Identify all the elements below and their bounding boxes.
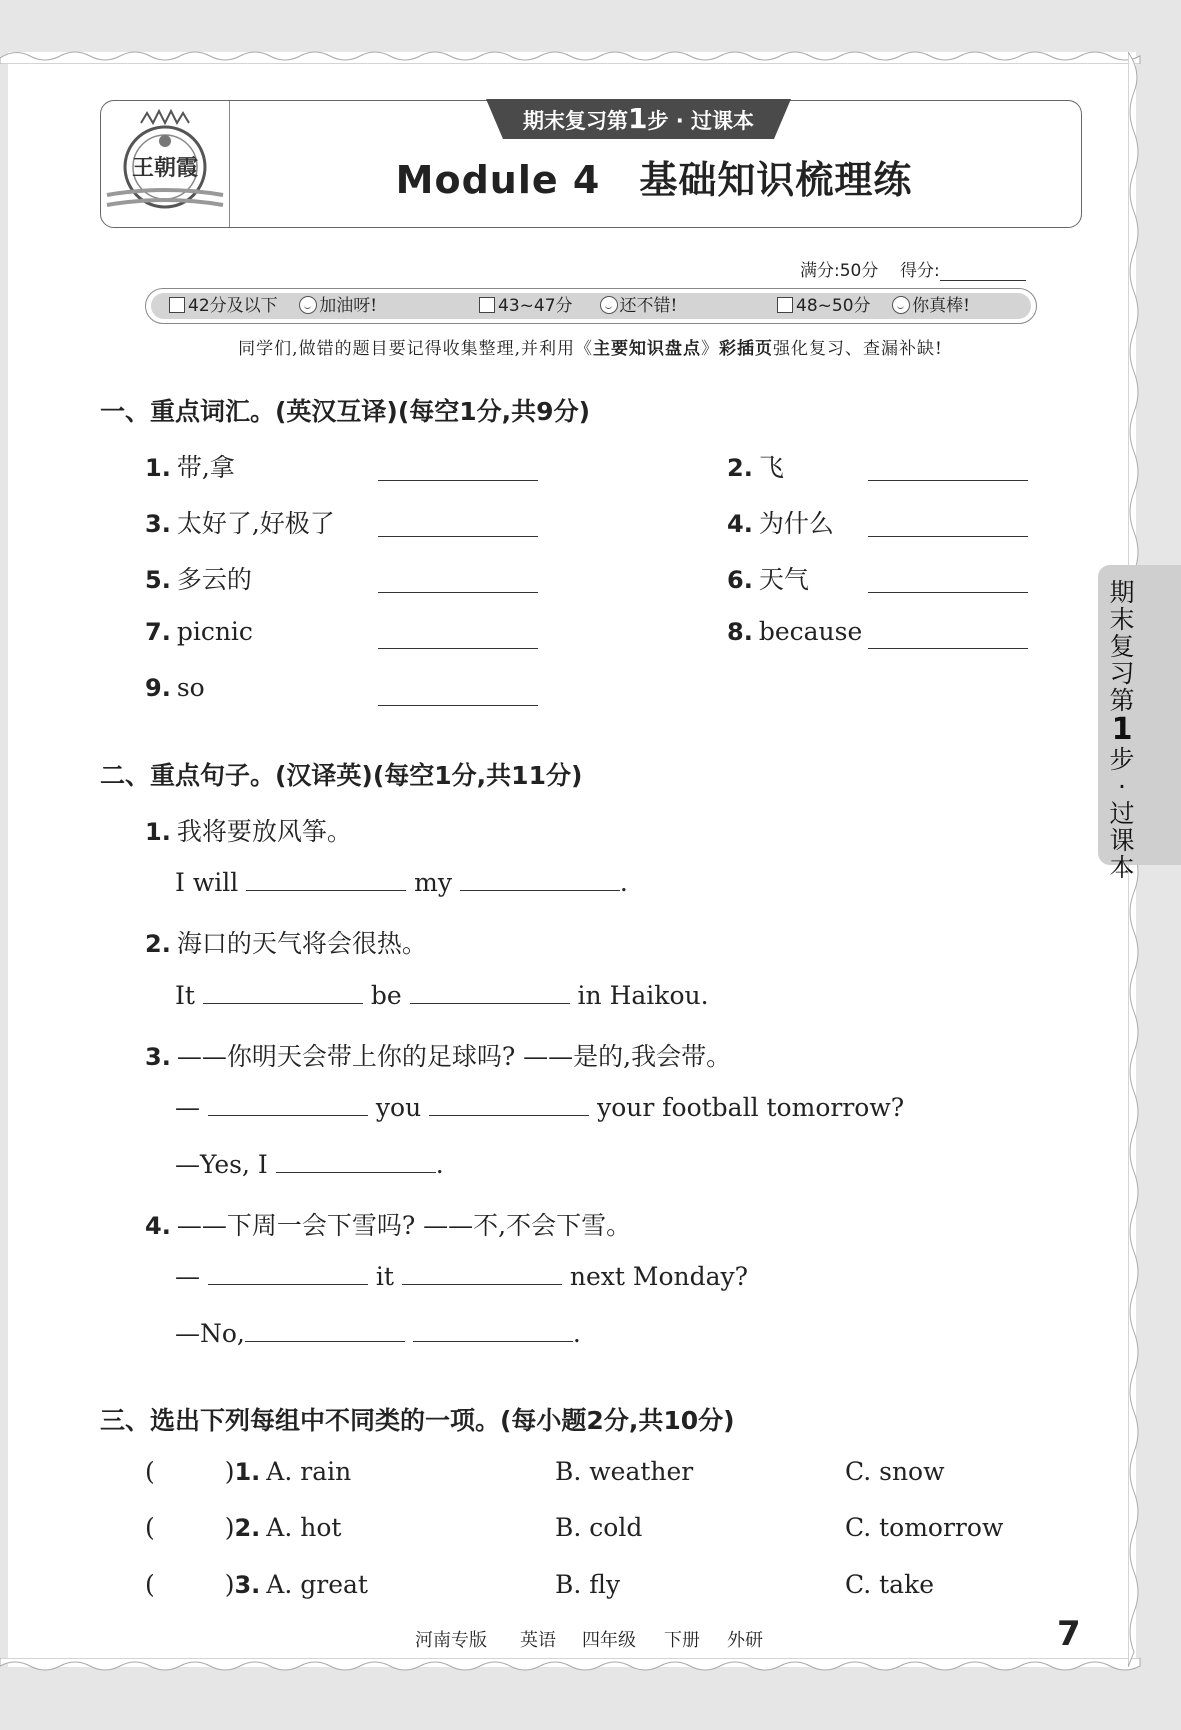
sentence-3-blank-3[interactable] [276, 1171, 436, 1173]
sentence-3-blank-1[interactable] [208, 1114, 368, 1116]
side-tab-char: 过 [1109, 799, 1135, 828]
side-tab-char: 复 [1109, 632, 1135, 661]
sentence-1-blank-1[interactable] [246, 889, 406, 891]
wavy-top-edge [0, 44, 1181, 64]
full-score: 满分:50分 [800, 261, 879, 281]
level-1-range: 42分及以下 [188, 296, 278, 316]
sentence-1-cn: 1. 我将要放风筝。 [145, 817, 352, 846]
side-tab-char: 本 [1109, 853, 1135, 882]
choice-2-b: B. cold [555, 1513, 643, 1542]
sentence-2-blank-2[interactable] [410, 1002, 570, 1004]
choice-2-c: C. tomorrow [845, 1513, 1004, 1542]
level-3 [777, 293, 970, 319]
score-line [800, 256, 1026, 281]
level-3-msg: 你真棒! [912, 296, 970, 316]
footer-item-1: 河南专版 [415, 1630, 487, 1651]
sentence-2-blank-1[interactable] [203, 1002, 363, 1004]
sentence-4-cn: 4. ——下周一会下雪吗? ——不,不会下雪。 [145, 1211, 632, 1240]
vocab-item-8: 8. because [727, 617, 863, 646]
vocab-item-1: 1. 带,拿 [145, 453, 235, 482]
banner-step: 1 [627, 102, 648, 135]
note [0, 334, 1181, 359]
vocab-blank-4[interactable] [868, 536, 1028, 537]
sentence-4-reply: —No, . [175, 1319, 581, 1348]
choice-3-c: C. take [845, 1570, 935, 1599]
level-2 [479, 293, 677, 319]
level-bar [145, 288, 1037, 324]
note-bold-1: 主要知识盘点 [592, 339, 701, 359]
side-tab-char: 习 [1109, 659, 1135, 688]
page-number: 7 [1057, 1614, 1081, 1654]
side-tab-char: 末 [1109, 605, 1135, 634]
banner-prefix: 期末复习第 [522, 109, 628, 133]
choice-3-b: B. fly [555, 1570, 621, 1599]
sentence-3-cn: 3. ——你明天会带上你的足球吗? ——是的,我会带。 [145, 1042, 732, 1071]
note-mid: 》 [700, 339, 719, 359]
vocab-blank-5[interactable] [378, 592, 538, 593]
sentence-4-blank-2[interactable] [402, 1283, 562, 1285]
vocab-item-3: 3. 太好了,好极了 [145, 509, 335, 538]
side-tab-char: 第 [1109, 686, 1135, 715]
note-bold-2: 彩插页 [718, 339, 773, 359]
logo [101, 101, 230, 227]
sentence-4-blank-3[interactable] [245, 1340, 405, 1342]
vocab-item-6: 6. 天气 [727, 565, 809, 594]
sentence-4-blank-4[interactable] [413, 1340, 573, 1342]
checkbox-level-2[interactable] [479, 297, 495, 313]
side-tab-char: 1 [1111, 712, 1133, 747]
section-1-title: 一、重点词汇。(英汉互译)(每空1分,共9分) [100, 397, 590, 426]
vocab-blank-6[interactable] [868, 592, 1028, 593]
side-tab-char: 步 [1109, 745, 1135, 774]
sentence-2-en: It be in Haikou. [175, 981, 709, 1010]
side-tab-char: 课 [1109, 826, 1135, 855]
sentence-1-blank-2[interactable] [460, 889, 620, 891]
side-tab-text [1098, 579, 1146, 881]
step-banner [486, 99, 791, 139]
checkbox-level-1[interactable] [169, 297, 185, 313]
vocab-item-5: 5. 多云的 [145, 565, 252, 594]
page-title: Module 4 基础知识梳理练 [395, 158, 913, 202]
got-score-label: 得分: [899, 261, 940, 281]
vocab-blank-2[interactable] [868, 480, 1028, 481]
footer-item-5: 外研 [727, 1630, 763, 1651]
svg-text:王朝霞: 王朝霞 [131, 155, 199, 181]
vocab-blank-1[interactable] [378, 480, 538, 481]
vocab-blank-8[interactable] [868, 648, 1028, 649]
choice-row-3: ( )3. A. great [145, 1570, 368, 1599]
level-3-range: 48~50分 [796, 296, 871, 316]
smile-icon [892, 296, 910, 314]
score-blank[interactable] [940, 262, 1026, 281]
note-pre: 同学们,做错的题目要记得收集整理,并利用《 [238, 339, 593, 359]
side-tab-char: 期 [1109, 578, 1135, 607]
choice-row-1: ( )1. A. rain [145, 1457, 352, 1486]
choice-1-b: B. weather [555, 1457, 694, 1486]
level-1-msg: 加油呀! [319, 296, 378, 316]
checkbox-level-3[interactable] [777, 297, 793, 313]
sentence-2-cn: 2. 海口的天气将会很热。 [145, 929, 427, 958]
side-tab-char: · [1118, 772, 1126, 801]
smile-icon [299, 296, 317, 314]
level-2-range: 43~47分 [498, 296, 573, 316]
note-post: 强化复习、查漏补缺! [772, 339, 943, 359]
footer-item-4: 下册 [664, 1630, 700, 1651]
sentence-3-en: — you your football tomorrow? [175, 1093, 905, 1122]
sentence-4-en: — it next Monday? [175, 1262, 749, 1291]
side-tab [1098, 565, 1181, 882]
section-2-title: 二、重点句子。(汉译英)(每空1分,共11分) [100, 761, 583, 790]
sentence-1-en: I will my . [175, 868, 628, 897]
vocab-blank-9[interactable] [378, 705, 538, 706]
vocab-blank-3[interactable] [378, 536, 538, 537]
smile-icon [600, 296, 618, 314]
sentence-4-blank-1[interactable] [208, 1283, 368, 1285]
footer-item-3: 四年级 [582, 1630, 636, 1651]
sentence-3-reply: —Yes, I . [175, 1150, 444, 1179]
vocab-item-7: 7. picnic [145, 617, 253, 646]
section-3-title: 三、选出下列每组中不同类的一项。(每小题2分,共10分) [100, 1406, 735, 1435]
vocab-item-9: 9. so [145, 673, 205, 702]
footer-item-2: 英语 [520, 1630, 556, 1651]
level-2-msg: 还不错! [619, 296, 678, 316]
header-box [100, 100, 1082, 228]
vocab-item-4: 4. 为什么 [727, 509, 834, 538]
choice-1-c: C. snow [845, 1457, 945, 1486]
level-1 [169, 293, 377, 319]
wavy-bottom-edge [0, 1658, 1181, 1678]
choice-row-2: ( )2. A. hot [145, 1513, 342, 1542]
banner-suffix: 步 · 过课本 [647, 109, 755, 133]
vocab-item-2: 2. 飞 [727, 453, 784, 482]
sentence-3-blank-2[interactable] [429, 1114, 589, 1116]
vocab-blank-7[interactable] [378, 648, 538, 649]
